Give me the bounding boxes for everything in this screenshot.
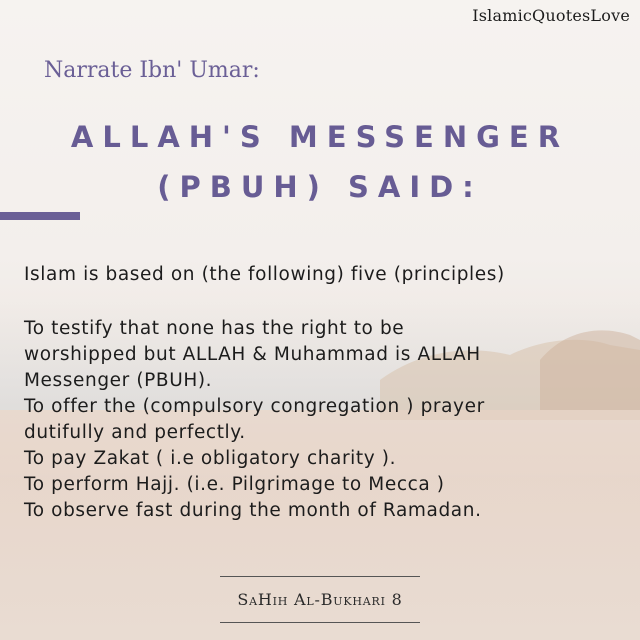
narrator-line: Narrate Ibn' Umar: [44, 58, 260, 83]
body-line: To testify that none has the right to be [24, 318, 405, 339]
watermark: IslamicQuotesLove [472, 6, 630, 25]
source-citation: SaHih Al-Bukhari 8 [237, 590, 403, 609]
headline-line-2: (PBUH) SAID: [157, 170, 483, 204]
headline-line-1: ALLAH'S MESSENGER [70, 120, 570, 154]
body-line: Messenger (PBUH). [24, 370, 213, 391]
body-line: To observe fast during the month of Ramadan. [24, 500, 482, 521]
intro-line: Islam is based on (the following) five (principles) [24, 264, 505, 285]
hadith-body [24, 262, 624, 524]
accent-bar [0, 212, 80, 220]
paragraph-gap [24, 288, 624, 316]
body-line: dutifully and perfectly. [24, 422, 246, 443]
body-line: worshipped but ALLAH & Muhammad is ALLAH [24, 344, 481, 365]
body-line: To pay Zakat ( i.e obligatory charity ). [24, 448, 397, 469]
body-line: To offer the (compulsory congregation ) prayer [24, 396, 485, 417]
body-line: To perform Hajj. (i.e. Pilgrimage to Mecca ) [24, 474, 445, 495]
source-rule-top [220, 576, 420, 577]
headline [0, 112, 640, 212]
source-rule-bottom [220, 622, 420, 623]
